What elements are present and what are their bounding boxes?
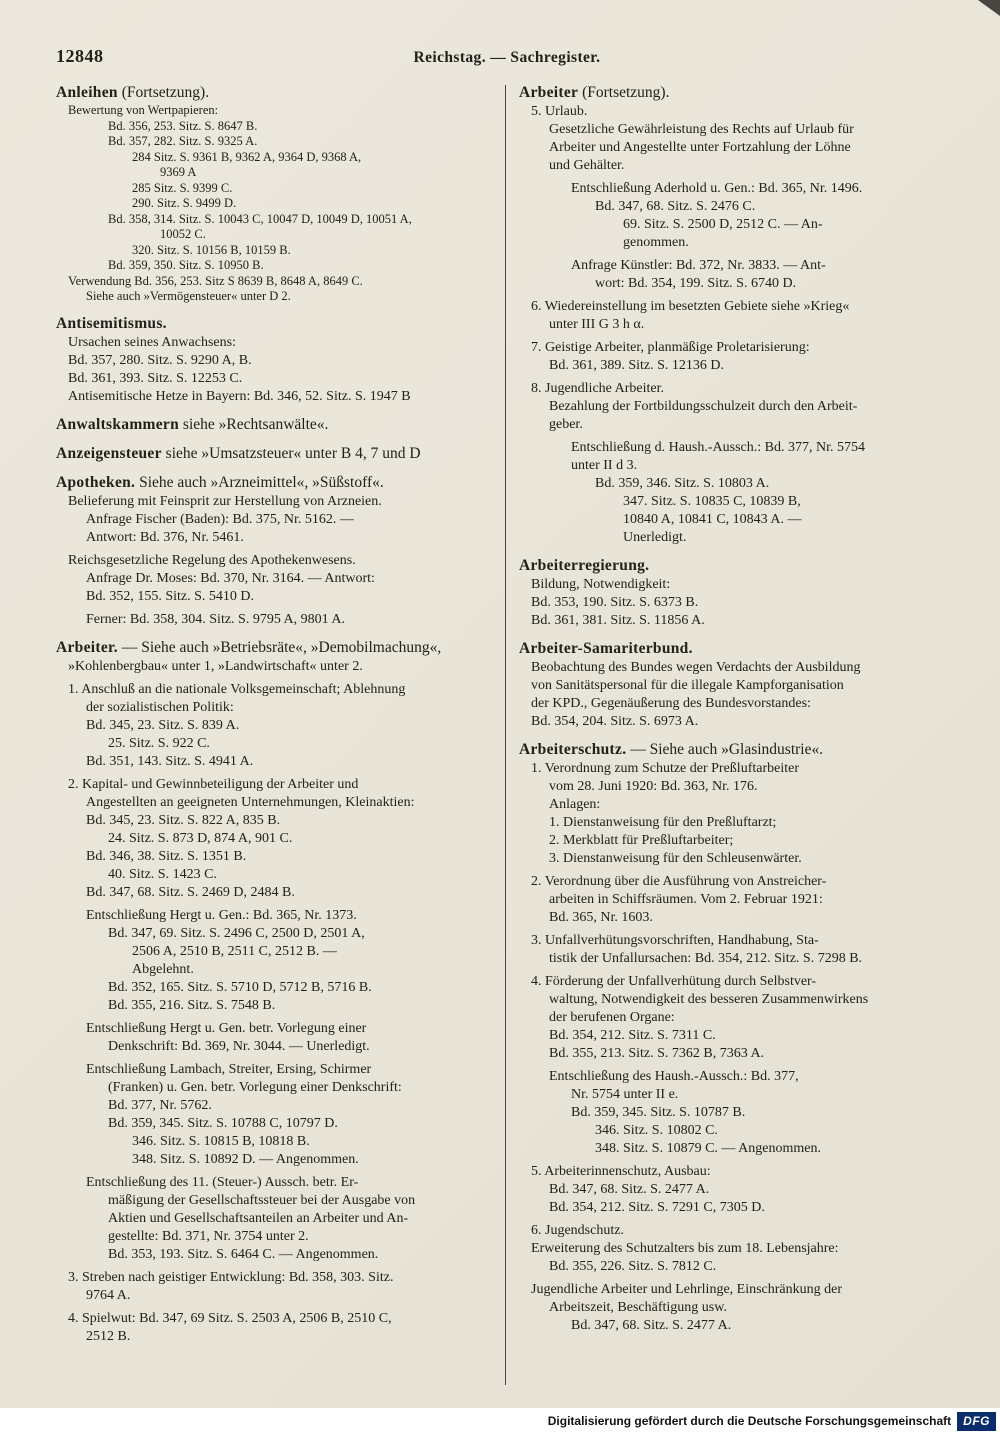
right-column (519, 83, 960, 1385)
index-line: Bd. 347, 68. Sitz. S. 2469 D, 2484 B. (86, 884, 295, 900)
index-line: Bd. 347, 68. Sitz. S. 2476 C. (595, 199, 756, 214)
index-line: Ferner: Bd. 358, 304. Sitz. S. 9795 A, 9801 A. (86, 611, 346, 627)
entry-heading (56, 638, 498, 658)
entry-suffix: siehe »Rechtsanwälte«. (179, 415, 329, 433)
index-line: 3. Unfallverhütungsvorschriften, Handhabung, Sta- (531, 933, 819, 948)
index-entry (56, 638, 498, 1346)
index-line: Nr. 5754 unter II e. (571, 1087, 679, 1102)
entry-title: Antisemitismus. (56, 314, 167, 332)
index-line: Bd. 354, 212. Sitz. S. 7291 C, 7305 D. (549, 1200, 765, 1215)
entry-heading (56, 83, 498, 103)
index-line: Unerledigt. (623, 530, 687, 545)
entry-heading (519, 556, 960, 576)
index-line: Denkschrift: Bd. 369, Nr. 3044. — Unerledigt. (108, 1038, 370, 1054)
index-line: Bd. 357, 280. Sitz. S. 9290 A, B. (68, 352, 252, 368)
index-line: Verwendung Bd. 356, 253. Sitz S 8639 B, 8648 A, 8649 C. (68, 273, 363, 288)
index-line: von Sanitätspersonal für die illegale Kampforganisation (531, 678, 844, 693)
index-line: 9369 A (160, 165, 197, 179)
index-line: Anlagen: (549, 797, 601, 812)
index-line: Bd. 354, 204. Sitz. S. 6973 A. (531, 714, 699, 729)
digitization-footer (0, 1408, 1000, 1434)
index-line: Jugendliche Arbeiter und Lehrlinge, Einschränkung der (531, 1282, 843, 1297)
index-line: Bd. 377, Nr. 5762. (108, 1097, 212, 1113)
index-line: 9764 A. (86, 1287, 131, 1303)
index-line: Arbeitszeit, Beschäftigung usw. (549, 1300, 727, 1315)
index-line: Entschließung Lambach, Streiter, Ersing, Schirmer (86, 1061, 372, 1077)
index-line: waltung, Notwendigkeit des besseren Zusammenwirkens (549, 992, 869, 1007)
index-line: Bd. 365, Nr. 1603. (549, 910, 653, 925)
index-line: 10052 C. (160, 227, 206, 241)
index-line: Bd. 359, 345. Sitz. S. 10788 C, 10797 D. (108, 1115, 338, 1131)
index-line: Entschließung Hergt u. Gen. betr. Vorlegung einer (86, 1020, 367, 1036)
entry-title: Arbeiter (519, 84, 579, 101)
index-line: Bewertung von Wertpapieren: (68, 103, 219, 117)
index-line: Entschließung Hergt u. Gen.: Bd. 365, Nr. 1373. (86, 907, 357, 923)
index-line: gestellte: Bd. 371, Nr. 3754 unter 2. (108, 1228, 309, 1244)
index-line: 3. Streben nach geistiger Entwicklung: Bd. 358, 303. Sitz. (68, 1269, 394, 1285)
index-line: 348. Sitz. S. 10879 C. — Angenommen. (595, 1141, 821, 1156)
index-line: mäßigung der Gesellschaftssteuer bei der Ausgabe von (108, 1192, 416, 1208)
index-line: Bd. 347, 69. Sitz. S. 2496 C, 2500 D, 2501 A, (108, 925, 365, 941)
entry-heading (56, 314, 498, 334)
index-line: Bd. 355, 216. Sitz. S. 7548 B. (108, 997, 276, 1013)
index-line: Anfrage Fischer (Baden): Bd. 375, Nr. 5162. — (86, 511, 354, 527)
index-entry (56, 314, 498, 406)
index-line: 4. Förderung der Unfallverhütung durch Selbstver- (531, 974, 817, 989)
index-line: Bildung, Notwendigkeit: (531, 577, 671, 592)
index-line: Gesetzliche Gewährleistung des Rechts auf Urlaub für (549, 122, 854, 137)
index-line: Beobachtung des Bundes wegen Verdachts der Ausbildung (531, 660, 861, 675)
index-line: Entschließung Aderhold u. Gen.: Bd. 365, Nr. 1496. (571, 181, 863, 196)
entry-heading (519, 740, 960, 760)
index-line: Ursachen seines Anwachsens: (68, 334, 236, 350)
index-line: 348. Sitz. S. 10892 D. — Angenommen. (132, 1151, 359, 1167)
index-line: der sozialistischen Politik: (86, 699, 234, 715)
index-line: 2512 B. (86, 1328, 131, 1344)
index-line: der KPD., Gegenäußerung des Bundesvorstandes: (531, 696, 811, 711)
index-line: Entschließung d. Haush.-Aussch.: Bd. 377, Nr. 5754 (571, 440, 865, 455)
entry-suffix: Siehe auch »Arzneimittel«, »Süßstoff«. (135, 473, 384, 491)
entry-title: Apotheken. (56, 473, 136, 491)
index-line: Abgelehnt. (132, 961, 194, 977)
index-line: Bd. 361, 393. Sitz. S. 12253 C. (68, 370, 243, 386)
entry-title: Anzeigensteuer (56, 444, 162, 462)
entry-heading (56, 444, 498, 464)
index-line: Bd. 347, 68. Sitz. S. 2477 A. (571, 1318, 732, 1333)
index-line: 2. Merkblatt für Preßluftarbeiter; (549, 833, 734, 848)
index-line: genommen. (623, 235, 689, 250)
index-line: Bd. 345, 23. Sitz. S. 839 A. (86, 717, 240, 733)
index-line: Bd. 359, 345. Sitz. S. 10787 B. (571, 1105, 746, 1120)
index-line: 4. Spielwut: Bd. 347, 69 Sitz. S. 2503 A, 2506 B, 2510 C, (68, 1310, 392, 1326)
index-line: 1. Verordnung zum Schutze der Preßluftarbeiter (531, 761, 799, 776)
index-line: Antwort: Bd. 376, Nr. 5461. (86, 529, 244, 545)
index-line: Bd. 361, 389. Sitz. S. 12136 D. (549, 358, 725, 373)
index-line: »Kohlenbergbau« unter 1, »Landwirtschaft« unter 2. (68, 658, 363, 674)
entry-suffix: siehe »Umsatzsteuer« unter B 4, 7 und D (161, 444, 421, 462)
index-line: Angestellten an geeigneten Unternehmungen, Kleinaktien: (86, 794, 415, 810)
index-line: Bd. 352, 165. Sitz. S. 5710 D, 5712 B, 5716 B. (108, 979, 372, 995)
index-line: 346. Sitz. S. 10815 B, 10818 B. (132, 1133, 310, 1149)
index-line: Reichsgesetzliche Regelung des Apothekenwesens. (68, 552, 356, 568)
entry-title: Anwaltskammern (56, 415, 180, 433)
column-divider (505, 85, 506, 1385)
index-line: Antisemitische Hetze in Bayern: Bd. 346, 52. Sitz. S. 1947 B (68, 388, 411, 404)
index-line: Bd. 359, 350. Sitz. S. 10950 B. (108, 258, 264, 272)
digitization-credit: Digitalisierung gefördert durch die Deutsche Forschungsgemeinschaft (547, 1414, 952, 1428)
index-line: Belieferung mit Feinsprit zur Herstellung von Arzneien. (68, 493, 382, 509)
entry-title: Arbeiterschutz. (519, 741, 627, 758)
index-line: unter II d 3. (571, 458, 638, 473)
index-line: Bd. 345, 23. Sitz. S. 822 A, 835 B. (86, 812, 281, 828)
index-entry (519, 639, 960, 731)
page-header (0, 0, 1000, 77)
index-line: Bd. 357, 282. Sitz. S. 9325 A. (108, 134, 258, 148)
index-line: 347. Sitz. S. 10835 C, 10839 B, (623, 494, 801, 509)
index-line: Bd. 355, 226. Sitz. S. 7812 C. (549, 1259, 717, 1274)
index-line: 7. Geistige Arbeiter, planmäßige Proletarisierung: (531, 340, 810, 355)
index-entry (56, 415, 498, 435)
entry-suffix: (Fortsetzung). (117, 84, 210, 101)
index-entry (519, 556, 960, 630)
index-line: Arbeiter und Angestellte unter Fortzahlung der Löhne (549, 140, 851, 155)
index-line: 25. Sitz. S. 922 C. (108, 735, 210, 751)
index-line: 8. Jugendliche Arbeiter. (531, 381, 664, 396)
index-line: Bd. 352, 155. Sitz. S. 5410 D. (86, 588, 255, 604)
entry-title: Arbeiterregierung. (519, 557, 650, 574)
index-line: Erweiterung des Schutzalters bis zum 18. Lebensjahre: (531, 1241, 839, 1256)
index-line: Bd. 354, 212. Sitz. S. 7311 C. (549, 1028, 716, 1043)
entry-title: Arbeiter-Samariterbund. (519, 640, 693, 657)
index-line: Entschließung des Haush.-Aussch.: Bd. 377, (549, 1069, 799, 1084)
index-line: 2. Kapital- und Gewinnbeteiligung der Arbeiter und (68, 776, 359, 792)
index-line: 2506 A, 2510 B, 2511 C, 2512 B. — (132, 943, 337, 959)
entry-suffix: (Fortsetzung). (578, 84, 670, 101)
index-line: Bd. 346, 38. Sitz. S. 1351 B. (86, 848, 247, 864)
index-entry (56, 444, 498, 464)
index-line: Bd. 359, 346. Sitz. S. 10803 A. (595, 476, 770, 491)
page-title: Reichstag. — Sachregister. (413, 49, 601, 66)
index-line: 285 Sitz. S. 9399 C. (132, 180, 233, 195)
index-line: Bd. 347, 68. Sitz. S. 2477 A. (549, 1182, 710, 1197)
index-line: Siehe auch »Vermögensteuer« unter D 2. (86, 289, 291, 303)
index-line: Entschließung des 11. (Steuer-) Aussch. betr. Er- (86, 1174, 359, 1190)
index-line: arbeiten in Schiffsräumen. Vom 2. Februar 1921: (549, 892, 823, 907)
index-line: 2. Verordnung über die Ausführung von Anstreicher- (531, 874, 827, 889)
index-line: Bd. 355, 213. Sitz. S. 7362 B, 7363 A. (549, 1046, 765, 1061)
index-entry (56, 473, 498, 629)
index-line: wort: Bd. 354, 199. Sitz. S. 6740 D. (595, 276, 797, 291)
index-line: Bd. 351, 143. Sitz. S. 4941 A. (86, 753, 254, 769)
index-line: 284 Sitz. S. 9361 B, 9362 A, 9364 D, 9368 A, (132, 149, 362, 164)
index-line: Bezahlung der Fortbildungsschulzeit durch den Arbeit- (549, 399, 858, 414)
index-line: Anfrage Künstler: Bd. 372, Nr. 3833. — Ant- (571, 258, 826, 273)
index-line: Bd. 361, 381. Sitz. S. 11856 A. (531, 613, 705, 628)
index-line: 5. Urlaub. (531, 104, 588, 119)
index-line: 346. Sitz. S. 10802 C. (595, 1123, 718, 1138)
index-line: 10840 A, 10841 C, 10843 A. — (623, 512, 802, 527)
index-entry (519, 740, 960, 1335)
index-line: 6. Wiedereinstellung im besetzten Gebiete siehe »Krieg« (531, 299, 850, 314)
index-line: 24. Sitz. S. 873 D, 874 A, 901 C. (108, 830, 293, 846)
index-line: Bd. 353, 190. Sitz. S. 6373 B. (531, 595, 699, 610)
index-line: (Franken) u. Gen. betr. Vorlegung einer Denkschrift: (108, 1079, 402, 1095)
index-line: 6. Jugendschutz. (531, 1223, 624, 1238)
index-line: vom 28. Juni 1920: Bd. 363, Nr. 176. (549, 779, 758, 794)
index-line: Aktien und Gesellschaftsanteilen an Arbeiter und An- (108, 1210, 409, 1226)
index-line: der berufenen Organe: (549, 1010, 675, 1025)
scan-corner-artifact (978, 0, 1000, 16)
entry-title: Arbeiter. (56, 638, 118, 656)
entry-heading (56, 473, 498, 493)
index-line: unter III G 3 h α. (549, 317, 645, 332)
index-line: 5. Arbeiterinnenschutz, Ausbau: (531, 1164, 711, 1179)
entry-suffix: — Siehe auch »Betriebsräte«, »Demobilmachung«, (117, 638, 442, 656)
index-line: 1. Dienstanweisung für den Preßluftarzt; (549, 815, 777, 830)
index-line: Bd. 353, 193. Sitz. S. 6464 C. — Angenommen. (108, 1246, 379, 1262)
entry-title: Anleihen (56, 84, 118, 101)
entry-suffix: — Siehe auch »Glasindustrie«. (626, 741, 824, 758)
page-number: 12848 (56, 46, 104, 66)
index-line: geber. (549, 417, 583, 432)
entry-heading (519, 83, 960, 103)
index-line: 3. Dienstanweisung für den Schleusenwärter. (549, 851, 802, 866)
entry-heading (519, 639, 960, 659)
index-line: Bd. 356, 253. Sitz. S. 8647 B. (108, 118, 258, 133)
index-entry (519, 83, 960, 547)
index-columns (0, 77, 1000, 1385)
index-line: Bd. 358, 314. Sitz. S. 10043 C, 10047 D, 10049 D, 10051 A, (108, 211, 412, 226)
index-line: 1. Anschluß an die nationale Volksgemeinschaft; Ablehnung (68, 681, 406, 697)
left-column (56, 83, 498, 1385)
index-line: Anfrage Dr. Moses: Bd. 370, Nr. 3164. — Antwort: (86, 570, 375, 586)
index-entry (56, 83, 498, 305)
index-line: und Gehälter. (549, 158, 625, 173)
index-line: 69. Sitz. S. 2500 D, 2512 C. — An- (623, 217, 823, 232)
dfg-logo: DFG (957, 1412, 996, 1431)
index-line: 40. Sitz. S. 1423 C. (108, 866, 217, 882)
index-line: 320. Sitz. S. 10156 B, 10159 B. (132, 242, 291, 257)
index-line: tistik der Unfallursachen: Bd. 354, 212. Sitz. S. 7298 B. (549, 951, 863, 966)
entry-heading (56, 415, 498, 435)
index-line: 290. Sitz. S. 9499 D. (132, 196, 237, 210)
